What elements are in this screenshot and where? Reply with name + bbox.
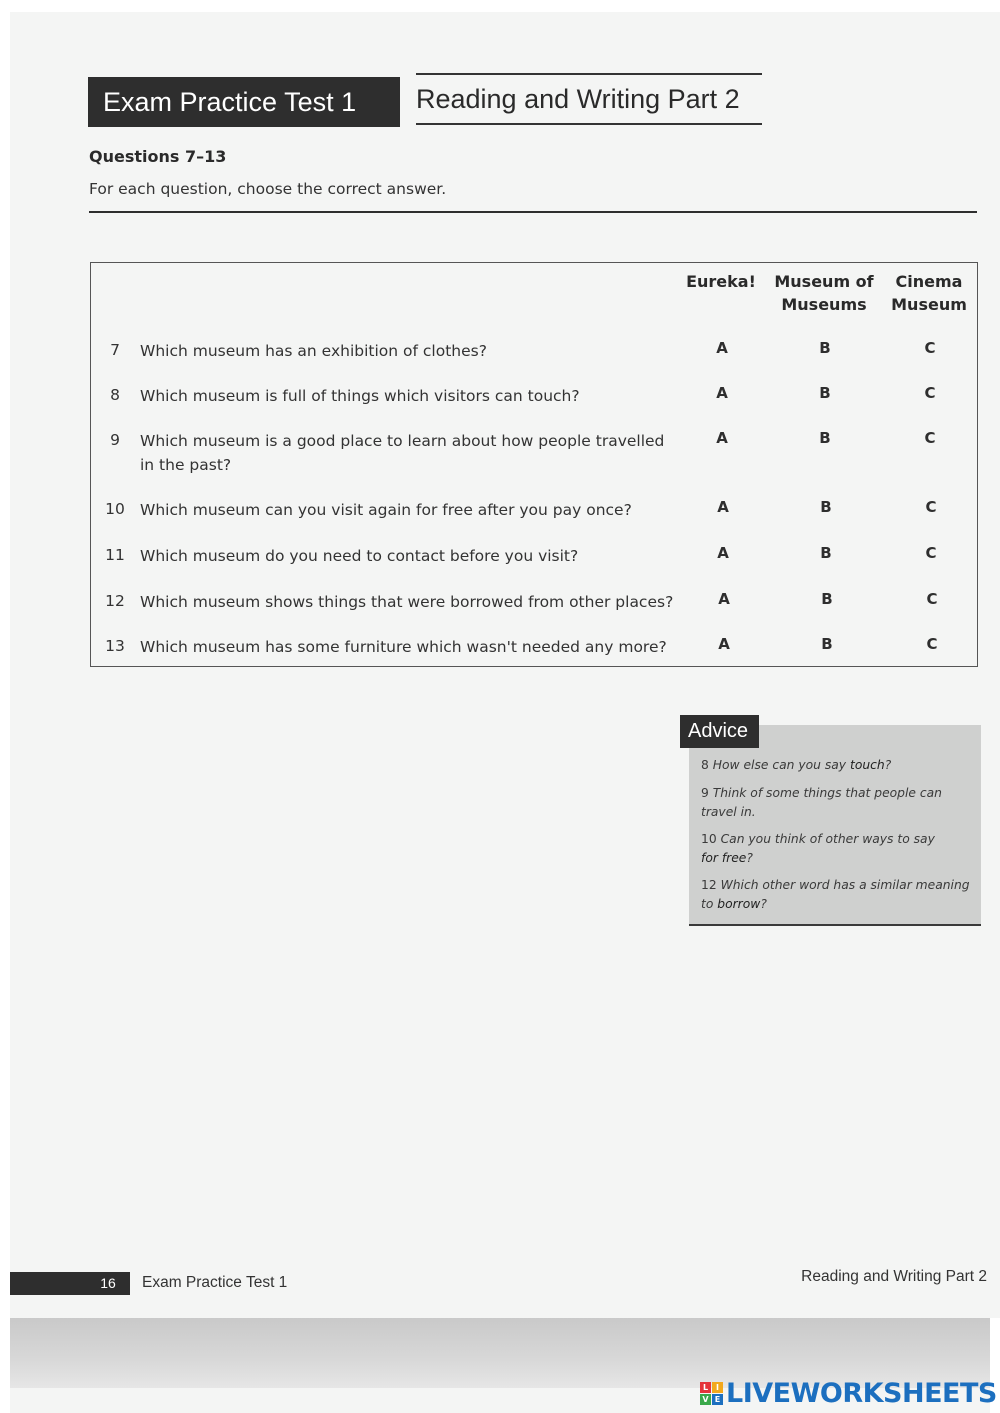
logo-cell: E xyxy=(712,1394,723,1405)
option-a[interactable]: A xyxy=(716,339,728,357)
question-number: 13 xyxy=(105,637,125,655)
question-row-12 xyxy=(0,590,1000,614)
column-header-museum-of-museums xyxy=(769,270,879,316)
question-text: Which museum is a good place to learn about how people travelled in the past? xyxy=(140,432,665,474)
option-b[interactable]: B xyxy=(821,590,833,608)
question-number: 10 xyxy=(105,500,125,518)
advice-keyword: borrow xyxy=(717,897,761,911)
option-c[interactable]: C xyxy=(924,339,936,357)
questions-heading: Questions 7–13 xyxy=(89,147,227,166)
advice-suffix: ? xyxy=(760,897,767,911)
part-title: Reading and Writing Part 2 xyxy=(416,73,762,125)
logo-cell: V xyxy=(700,1394,711,1405)
question-row-13 xyxy=(0,635,1000,659)
advice-text: Which other word has a similar meaning to xyxy=(701,878,970,911)
question-number: 8 xyxy=(110,386,120,404)
option-c[interactable]: C xyxy=(926,590,938,608)
question-number: 12 xyxy=(105,592,125,610)
advice-keyword: touch xyxy=(850,758,885,772)
question-row-8 xyxy=(0,384,1000,408)
column-header-line: Cinema xyxy=(895,272,963,291)
advice-number: 8 xyxy=(701,758,709,772)
footer-part-label: Reading and Writing Part 2 xyxy=(801,1268,987,1285)
advice-keyword: for free xyxy=(701,851,747,865)
option-c[interactable]: C xyxy=(925,544,937,562)
column-header-line: Museum xyxy=(891,295,967,314)
option-b[interactable]: B xyxy=(820,498,832,516)
scan-edge-left xyxy=(0,0,10,1413)
question-text: Which museum is full of things which visitors can touch? xyxy=(140,387,580,405)
question-row-9 xyxy=(0,429,1000,477)
advice-number: 12 xyxy=(701,878,717,892)
option-c[interactable]: C xyxy=(924,384,936,402)
liveworksheets-logo xyxy=(700,1378,997,1408)
question-text: Which museum can you visit again for free after you pay once? xyxy=(140,501,632,519)
option-a[interactable]: A xyxy=(717,544,729,562)
question-text: Which museum has some furniture which wasn't needed any more? xyxy=(140,638,667,656)
section-divider xyxy=(89,211,977,213)
question-number: 9 xyxy=(110,431,120,449)
column-header-line: Museum of xyxy=(774,272,874,291)
advice-item-10 xyxy=(701,830,941,868)
test-label: Exam Practice Test 1 xyxy=(88,77,400,127)
logo-icon xyxy=(700,1382,723,1405)
option-b[interactable]: B xyxy=(819,384,831,402)
option-b[interactable]: B xyxy=(819,339,831,357)
option-b[interactable]: B xyxy=(820,544,832,562)
question-row-7 xyxy=(0,339,1000,363)
advice-item-12 xyxy=(701,876,973,914)
advice-text: How else can you say xyxy=(712,758,847,772)
option-c[interactable]: C xyxy=(925,498,937,516)
question-row-11 xyxy=(0,544,1000,568)
question-text: Which museum has an exhibition of clothes? xyxy=(140,342,487,360)
advice-number: 9 xyxy=(701,786,709,800)
question-text: Which museum do you need to contact before you visit? xyxy=(140,547,579,565)
advice-item-9 xyxy=(701,784,973,822)
advice-number: 10 xyxy=(701,832,717,846)
question-row-10 xyxy=(0,498,1000,522)
logo-text: LIVEWORKSHEETS xyxy=(726,1377,997,1409)
option-b[interactable]: B xyxy=(821,635,833,653)
column-header-eureka xyxy=(666,270,776,293)
advice-text: Can you think of other ways to say xyxy=(720,832,935,846)
instructions: For each question, choose the correct answer. xyxy=(89,180,447,198)
option-b[interactable]: B xyxy=(819,429,831,447)
option-c[interactable]: C xyxy=(926,635,938,653)
logo-cell: I xyxy=(712,1382,723,1393)
option-c[interactable]: C xyxy=(924,429,936,447)
column-header-line: Eureka! xyxy=(686,272,756,291)
option-a[interactable]: A xyxy=(718,635,730,653)
question-number: 11 xyxy=(105,546,125,564)
column-header-cinema-museum xyxy=(874,270,984,316)
advice-text: Think of some things that people can travel in. xyxy=(701,786,942,819)
option-a[interactable]: A xyxy=(718,590,730,608)
advice-suffix: ? xyxy=(746,851,753,865)
option-a[interactable]: A xyxy=(716,429,728,447)
advice-item-8 xyxy=(701,756,973,775)
option-a[interactable]: A xyxy=(717,498,729,516)
footer-test-label: Exam Practice Test 1 xyxy=(142,1274,288,1291)
page-number: 16 xyxy=(100,1275,116,1291)
column-header-line: Museums xyxy=(781,295,867,314)
advice-suffix: ? xyxy=(884,758,892,772)
question-number: 7 xyxy=(110,341,120,359)
question-text: Which museum shows things that were borrowed from other places? xyxy=(140,593,674,611)
scan-edge-top xyxy=(0,0,1000,12)
advice-title: Advice xyxy=(680,715,759,748)
option-a[interactable]: A xyxy=(716,384,728,402)
logo-cell: L xyxy=(700,1382,711,1393)
